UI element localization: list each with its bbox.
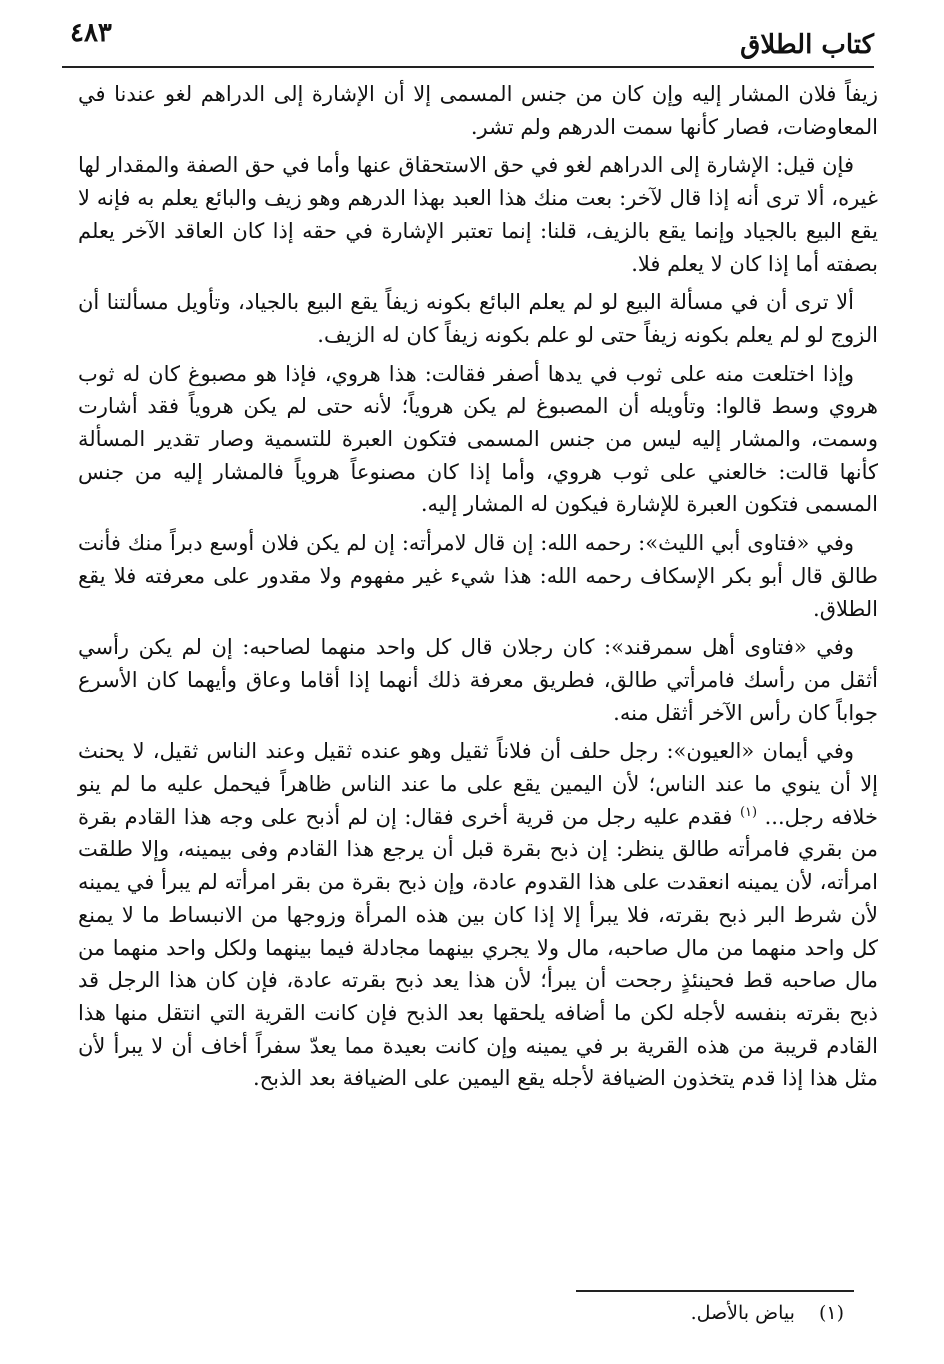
body-text	[78, 78, 878, 1101]
footnote-number: (١)	[818, 1302, 844, 1324]
footnote-text: بياض بالأصل.	[690, 1302, 795, 1324]
running-title: كتاب الطلاق	[740, 30, 874, 60]
paragraph: وفي «فتاوى أهل سمرقند»: كان رجلان قال كل واحد منهما لصاحبه: إن لم يكن رأسي أثقل من رأسك فامرأتي طالق، فطريق معرفة ذلك أنهما إذا أقاما وعاق وأيهما كان الأسرع جواباً كان رأس الآخر أثقل منه.	[78, 635, 878, 725]
paragraph-with-footnote	[78, 735, 878, 1095]
footnote-separator	[576, 1290, 854, 1292]
paragraph-text: وفي أيمان «العيون»: رجل حلف أن فلاناً ثقيل وهو عنده ثقيل وعند الناس ثقيل، لا يحنث إلا أن ينوي ما عند الناس؛ لأن اليمين يقع على ما عند الناس ظاهراً فيحمل عليه ما لم ينو خلافه رجل...	[78, 739, 879, 829]
page-number: ٤٨٣	[70, 18, 112, 48]
page-header	[62, 14, 874, 68]
header-rule	[62, 66, 874, 68]
paragraph: فإن قيل: الإشارة إلى الدراهم لغو في حق الاستحقاق عنها وأما في حق الصفة والمقدار لها غيره، ألا ترى أنه إذا قال لآخر: بعت منك هذا العبد بهذا الدرهم وهو زيف والبائع يعلم به فإنه لا يقع البيع بالجياد وإنما يقع بالزيف، قلنا: إنما تعتبر الإشارة في حقه إذا كان العاقد الآخر يعلم بصفته أما إذا كان لا يعلم فلا.	[78, 153, 878, 276]
footnote-reference[interactable]: (١)	[739, 804, 758, 820]
footnote	[691, 1302, 844, 1324]
paragraph: زيفاً فلان المشار إليه وإن كان من جنس المسمى إلا أن الإشارة إلى الدراهم لغو عندنا في المعاوضات، فصار كأنها سمت الدرهم ولم تشر.	[78, 82, 878, 139]
paragraph-text: فقدم عليه رجل من قرية أخرى فقال: إن لم أذبح على وجه هذا القادم بقرة من بقري فامرأته طالق ينظر: إن ذبح بقرة قبل أن يرجع هذا القادم وفى بيمينه، وإلا طلقت امرأته، لأن يمينه انعقدت على هذا القدوم عادة، وإن ذبح بقرة من بقر امرأته لم يبرأ في يمينه لأن شرط البر ذبح بقرته، فلا يبرأ إلا إذا كان بين هذه المرأة وزوجها من الانبساط ما لا يمنع كل واحد منهما من مال صاحبه، مال ولا يجري بينهما مجادلة فيما بينهما ولكل واحد منهما من مال صاحبه قط فحينئذٍ رجحت أن يبرأ؛ لأن هذا يعد ذبح بقرته عادة، فإن كان هذا الرجل قد ذبح بقرته بنفسه لأجله لكن ما أضافه يلحقها بعد الذبح فإن كانت القرية التي انتقل منها هذا القادم قريبة من هذه القرية بر في يمينه وإن كانت بعيدة مما يعدّ سفراً أخاف أن لا يبرأ لأن مثل هذا إذا قدم يتخذون الضيافة لأجله يقع اليمين على الضيافة بعد الذبح.	[78, 804, 878, 1091]
paragraph: ألا ترى أن في مسألة البيع لو لم يعلم البائع بكونه زيفاً يقع البيع بالجياد، وتأويل مسألتنا أن الزوج لو لم يعلم بكونه زيفاً حتى لو علم بكونه زيفاً كان له الزيف.	[78, 290, 878, 347]
paragraph: وإذا اختلعت منه على ثوب في يدها أصفر فقالت: هذا هروي، فإذا هو مصبوغ كان له ثوب هروي وسط قالوا: وتأويله أن المصبوغ لم يكن هروياً؛ لأنه حتى لم يكن هروياً فقد أشارت وسمت، والمشار إليه ليس من جنس المسمى فتكون العبرة للتسمية وصار تقدير المسألة كأنها قالت: خالعني على ثوب هروي، وأما إذا كان مصنوعاً هروياً فالمشار إليه من جنس المسمى فتكون العبرة للإشارة فيكون له المشار إليه.	[78, 361, 878, 517]
paragraph: وفي «فتاوى أبي الليث»: رحمه الله: إن قال لامرأته: إن لم يكن فلان أوسع دبراً منك فأنت طالق قال أبو بكر الإسكاف رحمه الله: هذا شيء غير مفهوم ولا مقدور على معرفته فلا يقع الطلاق.	[78, 531, 878, 621]
